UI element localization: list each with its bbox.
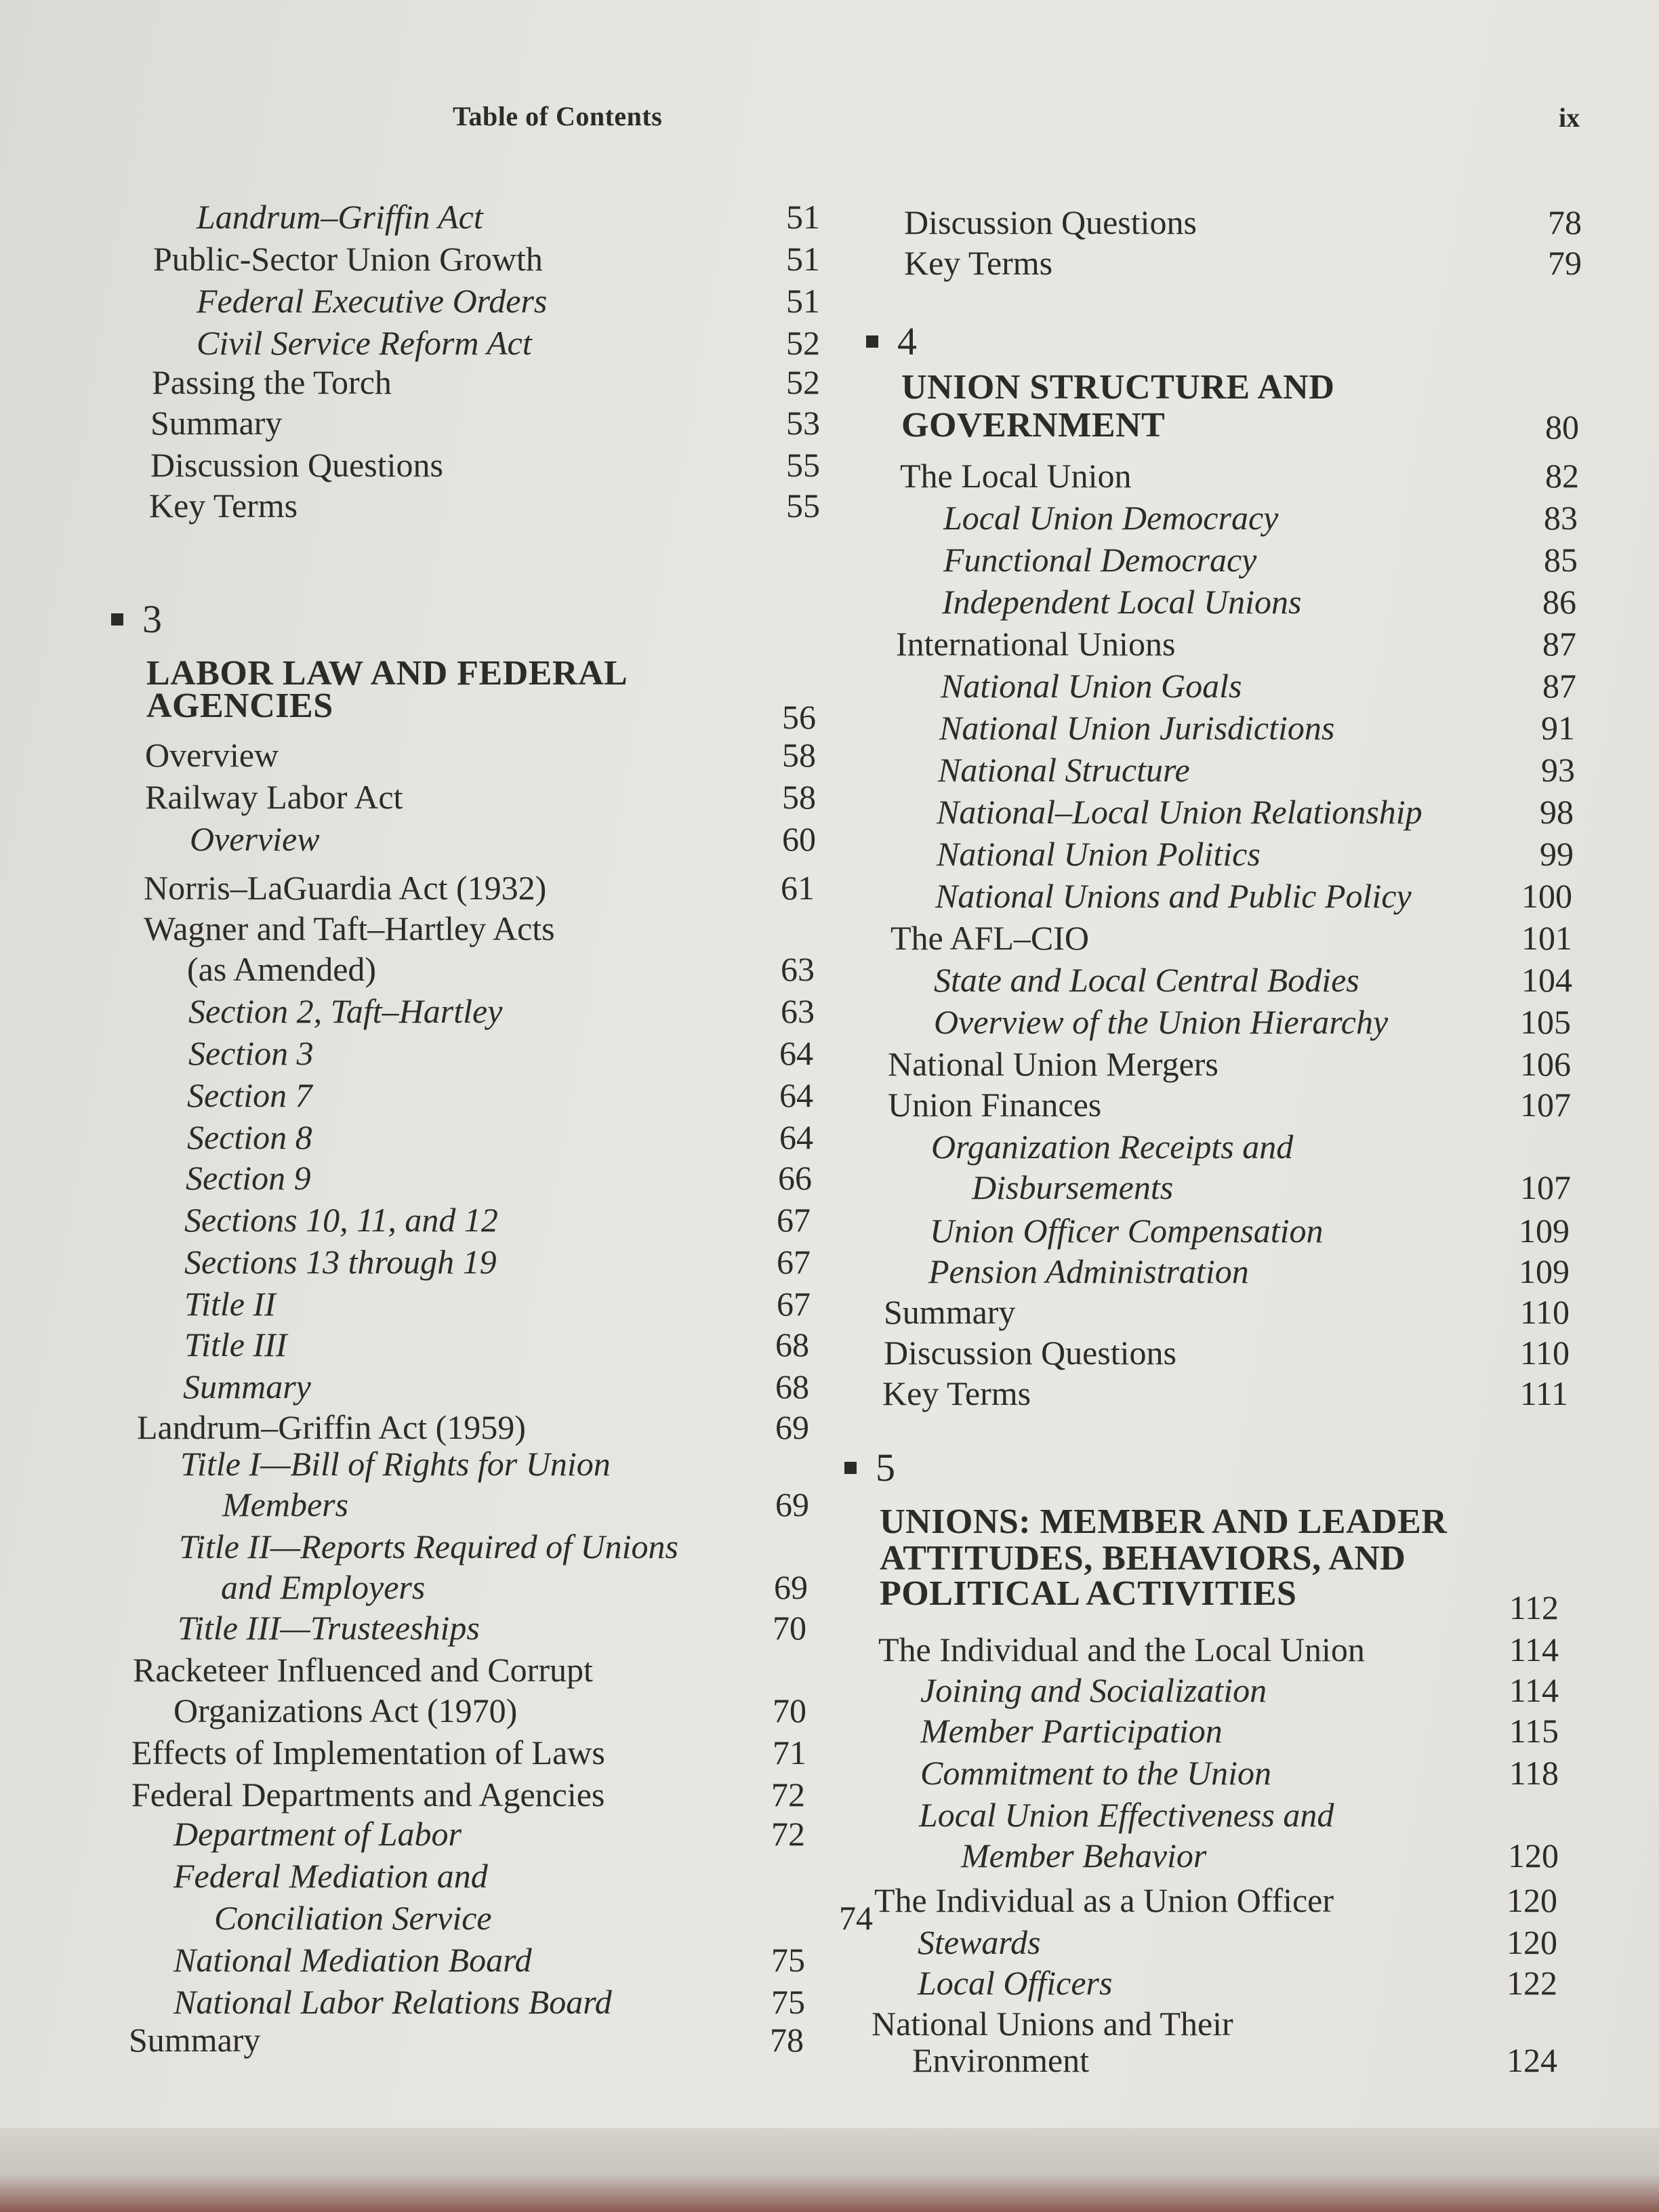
- chapter-5-number: [844, 1448, 895, 1488]
- entry-page: 64: [779, 1034, 813, 1072]
- entry-page: 70: [773, 1692, 806, 1729]
- chapter-3-title-line2: AGENCIES: [146, 687, 333, 725]
- entry-text: Section 2, Taft–Hartley: [188, 992, 503, 1030]
- entry-text: Federal Mediation and: [173, 1857, 488, 1895]
- entry-text: National Structure: [938, 751, 1190, 789]
- chapter-number-text: 5: [876, 1446, 895, 1490]
- entry-text: National Labor Relations Board: [173, 1983, 612, 2021]
- entry-text: Local Union Effectiveness and: [919, 1796, 1334, 1834]
- entry-page: 66: [778, 1159, 812, 1197]
- entry-text: Conciliation Service: [214, 1899, 492, 1937]
- entry-text: Summary: [884, 1293, 1016, 1331]
- entry-text: Overview: [145, 736, 279, 774]
- entry-text: National Union Jurisdictions: [939, 709, 1335, 747]
- entry-page: 68: [775, 1368, 809, 1406]
- entry-page: 75: [771, 1941, 805, 1979]
- entry-text: The AFL–CIO: [890, 919, 1090, 957]
- running-header-title: Table of Contents: [453, 101, 663, 131]
- entry-text: Landrum–Griffin Act: [197, 198, 483, 236]
- chapter-4-title-line2: GOVERNMENT: [901, 406, 1166, 445]
- chapter-4-number: [866, 321, 917, 362]
- entry-text: Joining and Socialization: [920, 1671, 1267, 1709]
- entry-page: 99: [1540, 835, 1574, 873]
- entry-text: Title II—Reports Required of Unions: [179, 1528, 678, 1565]
- chapter-bullet-icon: [844, 1462, 857, 1474]
- entry-text: Norris–LaGuardia Act (1932): [144, 869, 547, 907]
- entry-page: 61: [781, 869, 815, 907]
- chapter-number-text: 3: [142, 597, 162, 641]
- entry-page: 82: [1545, 457, 1579, 495]
- entry-text: Overview of the Union Hierarchy: [934, 1003, 1389, 1041]
- entry-page: 87: [1542, 667, 1576, 705]
- entry-page: 109: [1519, 1252, 1570, 1290]
- entry-text: National Union Politics: [937, 835, 1261, 873]
- entry-text: (as Amended): [187, 950, 377, 988]
- entry-text: National–Local Union Relationship: [937, 793, 1422, 831]
- entry-page: 106: [1520, 1045, 1571, 1083]
- chapter-3-title-line1: LABOR LAW AND FEDERAL: [146, 654, 628, 693]
- entry-page: 122: [1507, 1964, 1557, 2002]
- entry-page: 79: [1548, 244, 1582, 282]
- entry-text: Section 9: [186, 1159, 311, 1197]
- chapter-5-title-line2: ATTITUDES, BEHAVIORS, AND: [880, 1539, 1406, 1578]
- entry-text: Sections 10, 11, and 12: [184, 1201, 498, 1239]
- entry-text: Environment: [912, 2041, 1090, 2079]
- entry-page: 71: [773, 1734, 806, 1771]
- entry-page: 120: [1507, 1923, 1557, 1961]
- entry-page: 74: [839, 1899, 873, 1937]
- entry-page: 68: [775, 1326, 809, 1364]
- entry-text: Civil Service Reform Act: [197, 324, 532, 362]
- entry-page: 91: [1541, 709, 1575, 747]
- entry-page: 83: [1544, 499, 1578, 537]
- entry-text: Local Officers: [918, 1964, 1113, 2002]
- entry-text: National Unions and Public Policy: [935, 877, 1412, 915]
- entry-page: 63: [781, 950, 815, 988]
- entry-text: Federal Executive Orders: [197, 282, 548, 320]
- entry-page: 118: [1509, 1754, 1559, 1792]
- entry-page: 85: [1544, 541, 1578, 579]
- entry-page: 110: [1519, 1334, 1570, 1372]
- entry-text: National Union Mergers: [888, 1045, 1218, 1083]
- entry-page: 109: [1519, 1212, 1570, 1250]
- entry-text: Title II: [184, 1285, 276, 1323]
- entry-page: 105: [1520, 1003, 1571, 1041]
- chapter-5-title-line1: UNIONS: MEMBER AND LEADER: [880, 1502, 1448, 1541]
- entry-text: Section 7: [187, 1076, 312, 1114]
- entry-page: 69: [775, 1486, 809, 1523]
- entry-text: National Union Goals: [941, 667, 1242, 705]
- entry-page: 107: [1520, 1168, 1571, 1206]
- entry-page: 55: [786, 446, 820, 484]
- entry-page: 69: [775, 1408, 809, 1446]
- entry-page: 67: [777, 1201, 811, 1239]
- entry-text: Member Behavior: [961, 1837, 1207, 1875]
- entry-text: Overview: [190, 820, 320, 858]
- entry-text: Section 8: [187, 1118, 312, 1156]
- chapter-bullet-icon: [111, 613, 123, 626]
- entry-text: Members: [222, 1486, 349, 1523]
- entry-text: Key Terms: [882, 1374, 1031, 1412]
- entry-text: Racketeer Influenced and Corrupt: [133, 1651, 593, 1689]
- entry-text: National Mediation Board: [173, 1941, 532, 1979]
- entry-page: 93: [1541, 751, 1575, 789]
- chapter-number-text: 4: [897, 319, 917, 363]
- entry-text: Key Terms: [149, 487, 298, 525]
- entry-text: and Employers: [221, 1568, 426, 1606]
- chapter-bullet-icon: [866, 335, 878, 348]
- entry-page: 53: [786, 404, 820, 442]
- chapter-4-page: 80: [1545, 408, 1579, 446]
- entry-page: 75: [771, 1983, 805, 2021]
- entry-page: 67: [777, 1285, 811, 1323]
- entry-page: 67: [777, 1243, 811, 1281]
- entry-text: Sections 13 through 19: [184, 1243, 497, 1281]
- entry-text: Member Participation: [920, 1712, 1223, 1750]
- chapter-3-page: 56: [782, 698, 816, 736]
- entry-page: 58: [782, 736, 816, 774]
- entry-page: 51: [786, 282, 820, 320]
- entry-text: Summary: [183, 1368, 311, 1406]
- entry-text: Independent Local Unions: [942, 583, 1302, 621]
- entry-page: 69: [774, 1568, 808, 1606]
- entry-text: State and Local Central Bodies: [934, 961, 1359, 999]
- entry-page: 98: [1540, 793, 1574, 831]
- entry-text: The Individual and the Local Union: [878, 1631, 1365, 1668]
- entry-page: 58: [782, 778, 816, 816]
- chapter-5-page: 112: [1509, 1589, 1559, 1626]
- entry-page: 52: [786, 363, 820, 401]
- entry-text: Organization Receipts and: [931, 1128, 1294, 1166]
- entry-page: 60: [782, 820, 816, 858]
- entry-page: 78: [770, 2021, 804, 2059]
- entry-page: 114: [1509, 1671, 1559, 1709]
- entry-text: Discussion Questions: [884, 1334, 1176, 1372]
- entry-text: Title I—Bill of Rights for Union: [180, 1445, 611, 1483]
- entry-text: Commitment to the Union: [920, 1754, 1272, 1792]
- entry-text: Key Terms: [904, 244, 1053, 282]
- chapter-5-title-line3: POLITICAL ACTIVITIES: [880, 1574, 1297, 1613]
- entry-text: The Individual as a Union Officer: [874, 1881, 1334, 1919]
- entry-page: 124: [1507, 2041, 1557, 2079]
- entry-text: Public-Sector Union Growth: [153, 240, 543, 278]
- entry-text: Discussion Questions: [904, 203, 1197, 241]
- entry-text: Wagner and Taft–Hartley Acts: [144, 909, 555, 947]
- entry-text: Pension Administration: [928, 1252, 1249, 1290]
- entry-text: The Local Union: [900, 457, 1132, 495]
- page-bottom-edge: [0, 2128, 1659, 2212]
- entry-page: 104: [1521, 961, 1572, 999]
- entry-page: 114: [1509, 1631, 1559, 1668]
- entry-text: Stewards: [918, 1923, 1041, 1961]
- entry-text: Functional Democracy: [943, 541, 1257, 579]
- entry-text: Organizations Act (1970): [173, 1692, 518, 1729]
- entry-text: International Unions: [896, 625, 1176, 663]
- entry-text: Department of Labor: [173, 1815, 462, 1853]
- entry-page: 120: [1508, 1837, 1559, 1875]
- entry-page: 107: [1520, 1086, 1571, 1124]
- entry-text: National Unions and Their: [872, 2005, 1233, 2043]
- chapter-3-number: [111, 599, 162, 640]
- entry-text: Railway Labor Act: [145, 778, 403, 816]
- entry-page: 111: [1519, 1374, 1568, 1412]
- running-header-page-number: ix: [1559, 102, 1580, 133]
- entry-page: 72: [771, 1815, 805, 1853]
- entry-text: Union Officer Compensation: [930, 1212, 1324, 1250]
- entry-text: Union Finances: [888, 1086, 1102, 1124]
- entry-page: 70: [773, 1609, 806, 1647]
- entry-text: Local Union Democracy: [943, 499, 1279, 537]
- entry-text: Federal Departments and Agencies: [131, 1776, 605, 1814]
- entry-page: 100: [1521, 877, 1572, 915]
- entry-text: Landrum–Griffin Act (1959): [137, 1408, 526, 1446]
- entry-text: Disbursements: [972, 1168, 1174, 1206]
- entry-text: Effects of Implementation of Laws: [131, 1734, 605, 1771]
- entry-text: Title III: [184, 1326, 287, 1364]
- entry-page: 51: [786, 240, 820, 278]
- entry-text: Summary: [150, 404, 283, 442]
- entry-text: Section 3: [188, 1034, 314, 1072]
- entry-text: Passing the Torch: [152, 363, 392, 401]
- entry-page: 55: [786, 487, 820, 525]
- entry-page: 87: [1542, 625, 1576, 663]
- entry-page: 110: [1519, 1293, 1570, 1331]
- entry-page: 101: [1521, 919, 1572, 957]
- chapter-4-title-line1: UNION STRUCTURE AND: [901, 368, 1335, 407]
- entry-page: 115: [1509, 1712, 1559, 1750]
- entry-page: 86: [1542, 583, 1576, 621]
- entry-page: 51: [786, 198, 820, 236]
- entry-page: 72: [771, 1776, 805, 1814]
- entry-page: 120: [1507, 1881, 1557, 1919]
- entry-text: Summary: [129, 2021, 261, 2059]
- entry-page: 52: [786, 324, 820, 362]
- entry-text: Discussion Questions: [150, 446, 443, 484]
- entry-page: 63: [781, 992, 815, 1030]
- entry-page: 64: [779, 1076, 813, 1114]
- entry-page: 78: [1548, 203, 1582, 241]
- entry-text: Title III—Trusteeships: [178, 1609, 480, 1647]
- entry-page: 64: [779, 1118, 813, 1156]
